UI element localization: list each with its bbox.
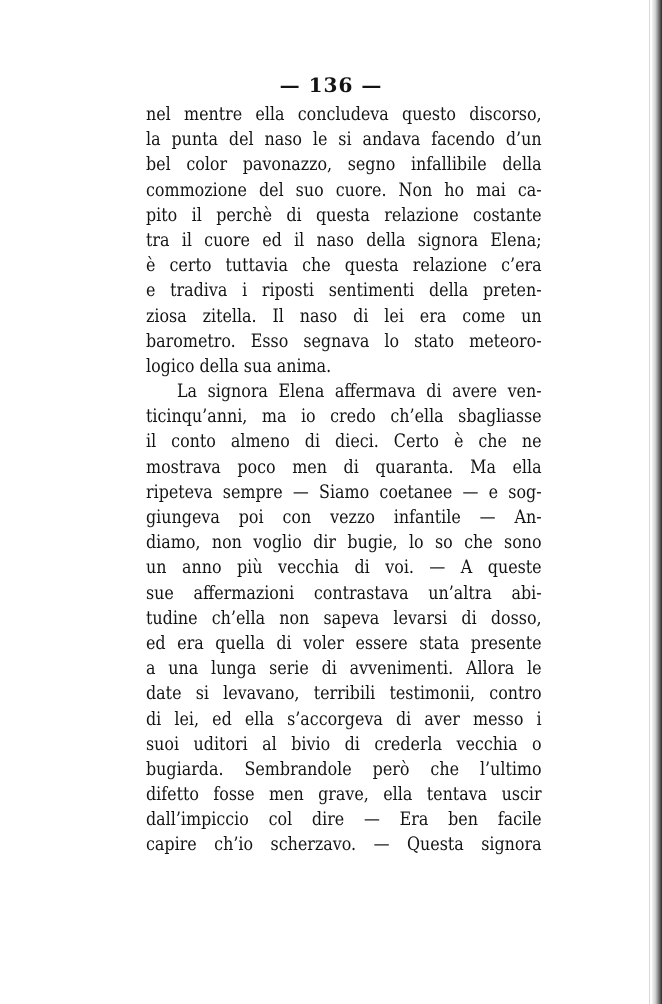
text-line: date si levavano, terribili testimonii, contro bbox=[146, 683, 542, 705]
page-edge-shadow bbox=[652, 0, 662, 1004]
text-line: tudine ch’ella non sapeva levarsi di dosso, bbox=[146, 607, 542, 629]
text-line: barometro. Esso segnava lo stato meteoro- bbox=[146, 330, 542, 352]
text-line: ripeteva sempre — Siamo coetanee — e sog- bbox=[146, 481, 542, 503]
text-line: giungeva poi con vezzo infantile — An- bbox=[146, 507, 542, 528]
text-line: commozione del suo cuore. Non ho mai ca- bbox=[146, 179, 542, 201]
text-line: ed era quella di voler essere stata presente bbox=[146, 632, 542, 654]
text-line: diamo, non voglio dir bugie, lo so che sono bbox=[146, 532, 542, 554]
body-text bbox=[146, 102, 542, 858]
paragraph-end-line: logico della sua anima. bbox=[146, 355, 332, 377]
text-line: bugiarda. Sembrandole però che l’ultimo bbox=[146, 758, 542, 780]
paragraph-start-line: La signora Elena affermava di avere ven- bbox=[176, 381, 542, 403]
text-line: di lei, ed ella s’accorgeva di aver messo i bbox=[146, 708, 542, 730]
text-line: tra il cuore ed il naso della signora Elena; bbox=[146, 229, 542, 251]
text-line: il conto almeno di dieci. Certo è che ne bbox=[146, 431, 542, 453]
text-line: ziosa zitella. Il naso di lei era come un bbox=[146, 305, 542, 327]
text-line: sue affermazioni contrastava un’altra abi- bbox=[146, 582, 542, 604]
text-line: dall’impiccio col dire — Era ben facile bbox=[146, 809, 542, 831]
text-line: difetto fosse men grave, ella tentava uscir bbox=[146, 784, 542, 806]
text-line: capire ch’io scherzavo. — Questa signora bbox=[146, 834, 542, 856]
text-line: a una lunga serie di avvenimenti. Allora le bbox=[146, 658, 542, 680]
text-line: nel mentre ella concludeva questo discorso, bbox=[146, 104, 542, 125]
text-line: suoi uditori al bivio di crederla vecchia o bbox=[146, 733, 542, 755]
text-line: un anno più vecchia di voi. — A queste bbox=[146, 557, 542, 579]
page-number-header: — 136 — bbox=[279, 73, 383, 97]
text-line: è certo tuttavia che questa relazione c’era bbox=[146, 255, 542, 277]
page-edge-line bbox=[649, 0, 650, 1004]
text-line: e tradiva i riposti sentimenti della preten- bbox=[146, 280, 542, 302]
text-line: pito il perchè di questa relazione costante bbox=[146, 204, 542, 226]
text-line: mostrava poco men di quaranta. Ma ella bbox=[146, 456, 542, 478]
text-line: ticinqu’anni, ma io credo ch’ella sbagliasse bbox=[146, 406, 542, 428]
text-line: bel color pavonazzo, segno infallibile della bbox=[146, 154, 542, 176]
text-line: la punta del naso le si andava facendo d’un bbox=[146, 129, 542, 151]
